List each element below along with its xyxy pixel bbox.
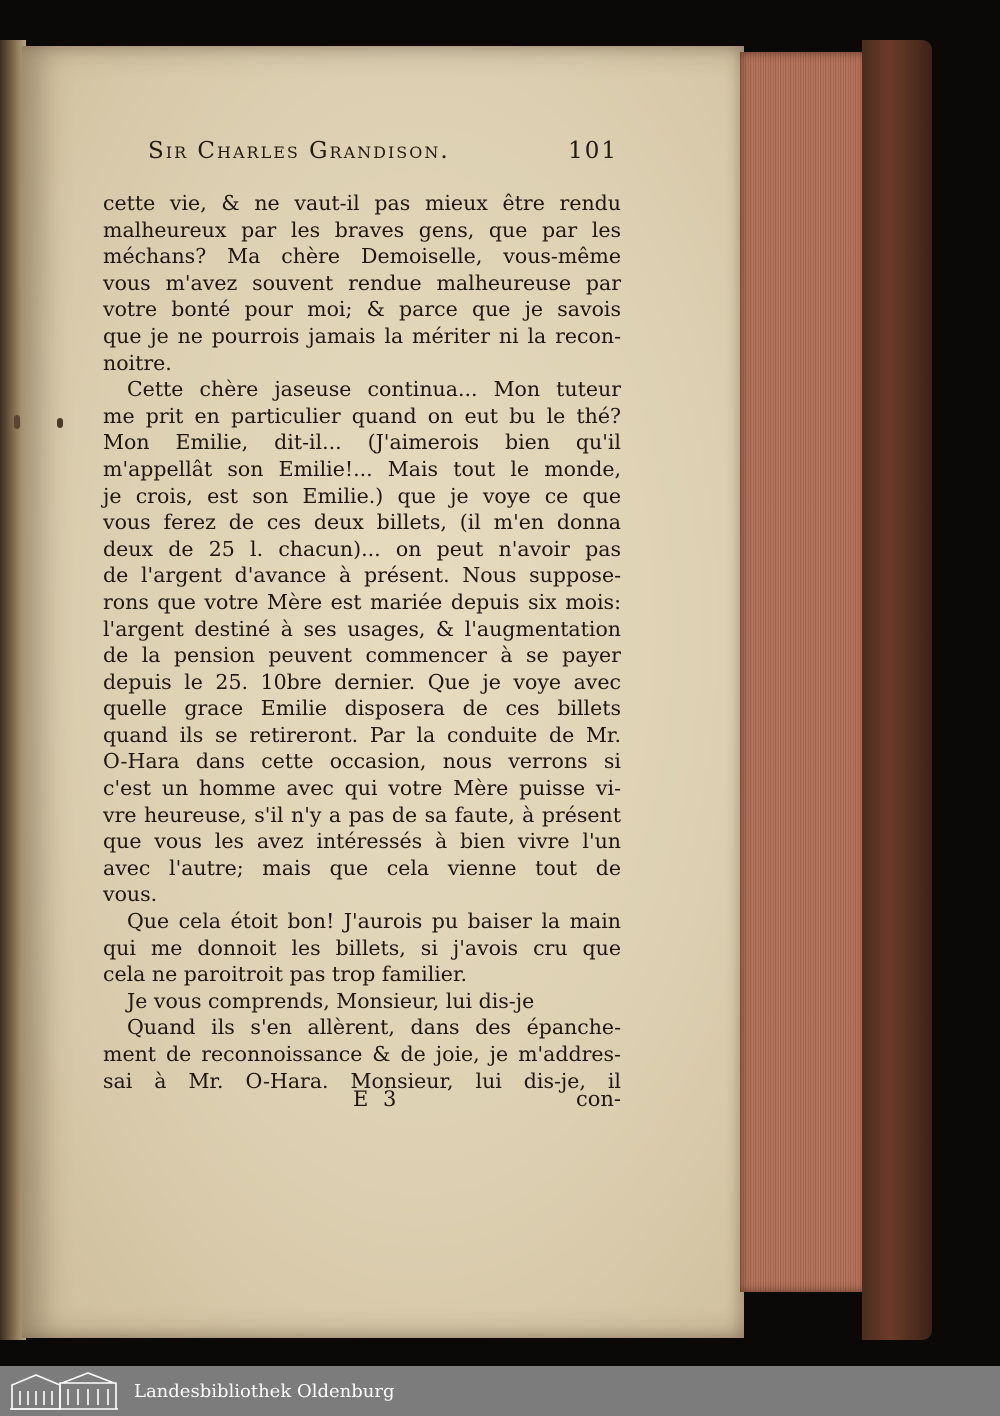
text-line-content: c'est un homme avec qui votre Mère puisse vi- bbox=[103, 776, 621, 801]
text-line-content: deux de 25 l. chacun)... on peut n'avoir pas bbox=[103, 536, 621, 561]
text-line bbox=[103, 190, 621, 217]
text-line bbox=[103, 881, 621, 908]
text-line-content: ment de reconnoissance & de joie, je m'addres- bbox=[103, 1042, 621, 1066]
text-line-content: Je vous comprends, Monsieur, lui dis-je bbox=[127, 988, 535, 1013]
text-line bbox=[103, 429, 621, 456]
catchword: con- bbox=[575, 1087, 621, 1111]
text-line bbox=[103, 536, 621, 563]
text-line bbox=[103, 270, 621, 297]
text-line bbox=[103, 775, 621, 802]
text-line bbox=[103, 1014, 621, 1041]
text-line-content: quelle grace Emilie disposera de ces billets bbox=[103, 696, 621, 721]
text-line-content: Cette chère jaseuse continua... Mon tuteur bbox=[127, 377, 621, 402]
text-line bbox=[103, 1041, 621, 1068]
text-line bbox=[103, 961, 621, 988]
text-line bbox=[103, 456, 621, 483]
book-cover-edge bbox=[862, 40, 932, 1340]
text-line bbox=[103, 509, 621, 536]
text-line bbox=[103, 695, 621, 722]
text-line-content: je crois, est son Emilie.) que je voye ce que bbox=[103, 483, 621, 508]
text-line bbox=[103, 802, 621, 829]
text-line bbox=[103, 243, 621, 270]
margin-mark bbox=[14, 415, 20, 429]
text-line-content: que vous les avez intéressés à bien vivre l'un bbox=[103, 829, 621, 854]
text-line bbox=[103, 722, 621, 749]
signature-mark: E 3 bbox=[353, 1087, 401, 1111]
text-line bbox=[103, 323, 621, 350]
text-line-content: de l'argent d'avance à présent. Nous suppose- bbox=[103, 563, 621, 588]
text-line bbox=[103, 669, 621, 696]
text-line-content: que je ne pourrois jamais la mériter ni la recon- bbox=[103, 323, 621, 348]
text-line bbox=[103, 217, 621, 244]
text-line bbox=[103, 403, 621, 430]
text-line bbox=[103, 828, 621, 855]
page-block-edges bbox=[740, 52, 868, 1292]
running-title: Sir Charles Grandison. bbox=[148, 138, 450, 164]
page-footer-line bbox=[103, 1087, 621, 1111]
text-line bbox=[103, 296, 621, 323]
library-name: Landesbibliothek Oldenburg bbox=[134, 1380, 395, 1402]
text-line-content: l'argent destiné à ses usages, & l'augmentation bbox=[103, 616, 621, 641]
text-line-content: qui me donnoit les billets, si j'avois cru que bbox=[103, 935, 621, 960]
text-line-content: vre heureuse, s'il n'y a pas de sa faute, à présent bbox=[103, 802, 621, 827]
text-line-content: me prit en particulier quand on eut bu le thé? bbox=[103, 403, 621, 428]
text-line bbox=[103, 562, 621, 589]
page-number: 101 bbox=[568, 138, 618, 164]
text-line bbox=[103, 642, 621, 669]
library-building-icon bbox=[8, 1371, 120, 1411]
margin-mark bbox=[57, 418, 63, 428]
text-line bbox=[103, 748, 621, 775]
library-footer-bar bbox=[0, 1366, 1000, 1416]
text-line bbox=[103, 988, 621, 1015]
text-line-content: méchans? Ma chère Demoiselle, vous-même bbox=[103, 244, 621, 269]
text-line-content: O-Hara dans cette occasion, nous verrons si bbox=[103, 749, 621, 774]
text-line bbox=[103, 616, 621, 643]
text-line-content: malheureux par les braves gens, que par les bbox=[103, 217, 621, 242]
text-line bbox=[103, 589, 621, 616]
text-line-content: Quand ils s'en allèrent, dans des épanche- bbox=[127, 1015, 621, 1040]
text-line-content: votre bonté pour moi; & parce que je savois bbox=[103, 297, 621, 322]
text-line bbox=[103, 350, 621, 377]
text-line bbox=[103, 855, 621, 882]
text-line-content: m'appellât son Emilie!... Mais tout le monde, bbox=[103, 456, 621, 481]
text-line bbox=[103, 908, 621, 935]
text-line-content: cela ne paroitroit pas trop familier. bbox=[103, 962, 468, 987]
text-line-content: Mon Emilie, dit-il... (J'aimerois bien qu'il bbox=[103, 430, 621, 455]
text-line-content: cette vie, & ne vaut-il pas mieux être rendu bbox=[103, 191, 621, 215]
text-line-content: rons que votre Mère est mariée depuis six mois: bbox=[103, 589, 621, 614]
text-line-content: de la pension peuvent commencer à se payer bbox=[103, 643, 621, 668]
text-line-content: vous m'avez souvent rendue malheureuse par bbox=[103, 270, 621, 295]
text-line bbox=[103, 935, 621, 962]
text-line-content: sai à Mr. O-Hara. Monsieur, lui dis-je, il bbox=[103, 1068, 621, 1093]
running-head bbox=[148, 138, 618, 164]
text-line-content: vous. bbox=[103, 882, 158, 907]
text-line-content: Que cela étoit bon! J'aurois pu baiser la main bbox=[127, 909, 621, 934]
text-block bbox=[103, 190, 621, 1094]
text-line-content: vous ferez de ces deux billets, (il m'en donna bbox=[103, 510, 621, 535]
text-line-content: depuis le 25. 10bre dernier. Que je voye avec bbox=[103, 669, 621, 694]
text-line-content: avec l'autre; mais que cela vienne tout de bbox=[103, 855, 621, 880]
text-line-content: noitre. bbox=[103, 350, 172, 375]
text-line bbox=[103, 376, 621, 403]
text-line-content: quand ils se retireront. Par la conduite de Mr. bbox=[103, 722, 621, 747]
text-line bbox=[103, 483, 621, 510]
